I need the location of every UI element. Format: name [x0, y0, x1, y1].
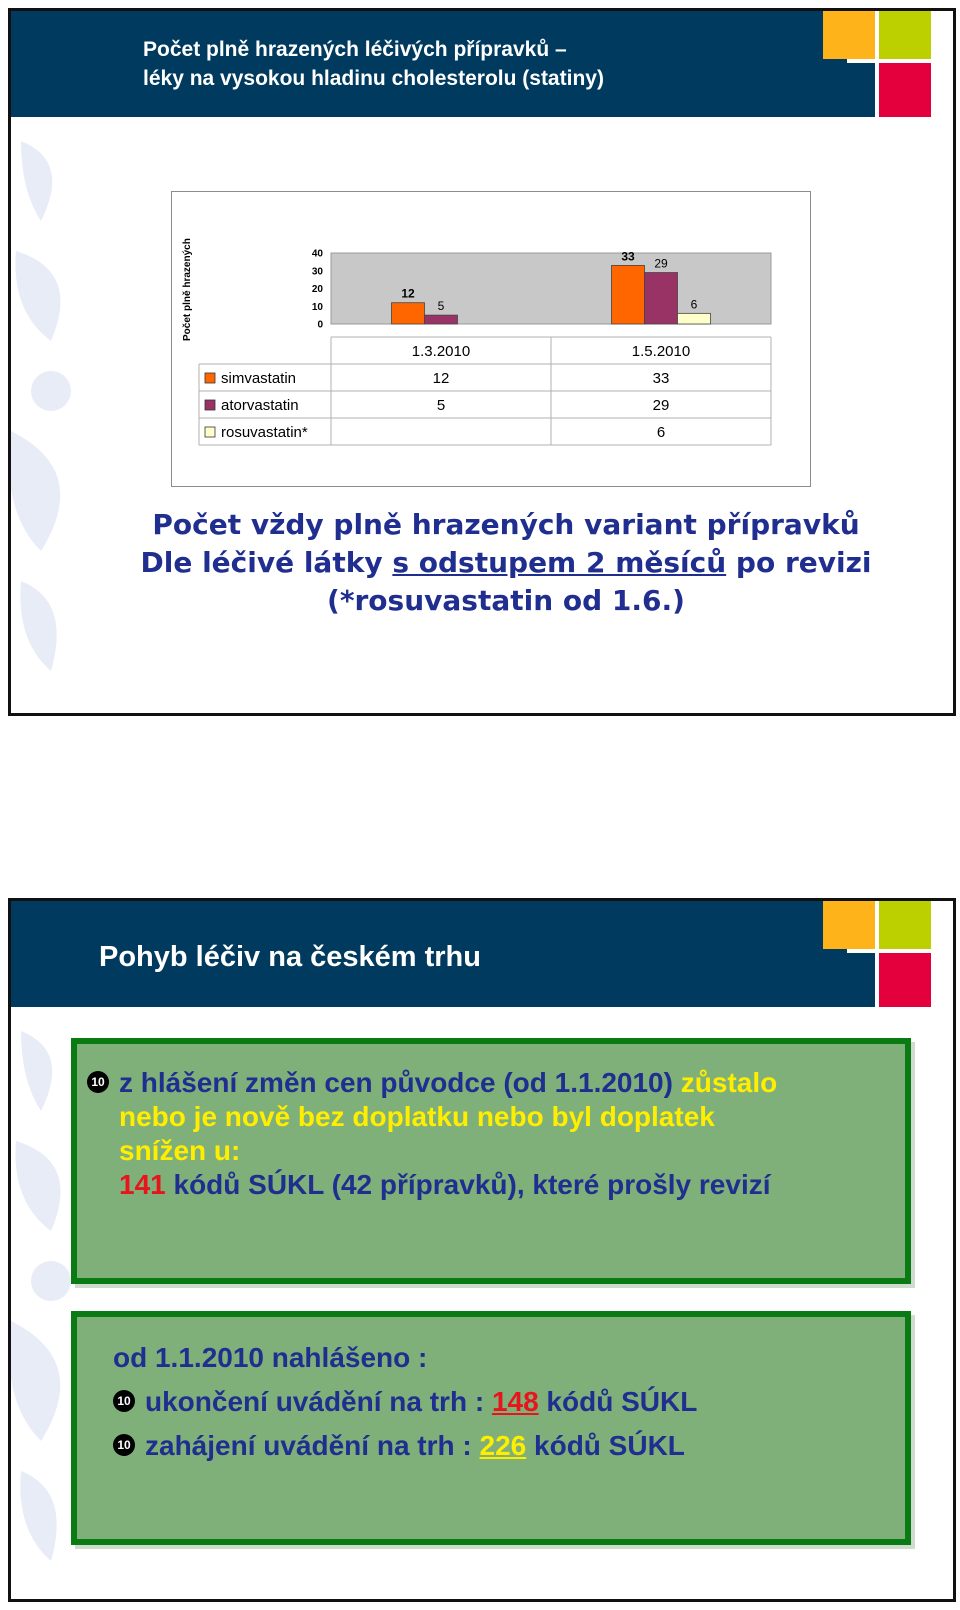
y-axis-title: Počet plně hrazených	[182, 238, 193, 341]
table-cell-value: 5	[436, 397, 446, 414]
bar	[678, 313, 711, 324]
box2-item-1-unit: kódů SÚKL	[538, 1386, 698, 1417]
chart-caption	[91, 506, 921, 620]
table-cell-value: 12	[432, 370, 450, 387]
legend-series-name: rosuvastatin*	[221, 424, 308, 441]
bar-chart	[171, 191, 811, 487]
title-line-2: léky na vysokou hladinu cholesterolu (statiny)	[143, 67, 604, 90]
numbered-bullet-icon: 10	[113, 1390, 135, 1412]
y-tick-label: 0	[317, 319, 323, 331]
slide-statins	[8, 8, 956, 716]
category-label: 1.3.2010	[411, 343, 471, 360]
y-ticks	[312, 249, 324, 331]
box2-item-1-label: ukončení uvádění na trh :	[145, 1386, 492, 1417]
legend-series-name: atorvastatin	[221, 397, 299, 414]
box1-line-1	[87, 1066, 777, 1100]
box2-item-1	[113, 1385, 697, 1419]
numbered-bullet-icon: 10	[87, 1071, 109, 1093]
slide-header	[11, 11, 847, 117]
data-table	[199, 337, 771, 445]
y-tick-label: 10	[311, 301, 323, 313]
box2-item-2-label: zahájení uvádění na trh :	[145, 1430, 480, 1461]
y-tick-label: 20	[311, 284, 323, 295]
table-cell-value: 29	[652, 397, 670, 414]
y-tick-label: 40	[311, 248, 323, 260]
box1-text-highlight: zůstalo	[680, 1067, 778, 1098]
corner-block-blue	[823, 63, 875, 117]
legend-swatch	[205, 427, 215, 437]
box2-intro: od 1.1.2010 nahlášeno :	[113, 1342, 428, 1373]
corner-block-orange	[823, 901, 875, 949]
legend-swatch	[205, 373, 215, 383]
legend-swatch	[205, 400, 215, 410]
bar-data-label: 12	[401, 286, 415, 301]
price-change-box	[71, 1038, 911, 1284]
caption-line-2-a: Dle léčivé látky	[140, 546, 393, 579]
corner-block-red	[879, 953, 931, 1007]
bar	[425, 315, 458, 324]
box2-item-2	[113, 1429, 685, 1463]
y-axis-title-group	[182, 238, 193, 341]
box2-item-2-value: 226	[479, 1430, 527, 1461]
slide-market-movement	[8, 898, 956, 1602]
box2-item-2-unit: kódů SÚKL	[526, 1430, 685, 1461]
box2-item-1-value: 148	[491, 1386, 539, 1417]
bar-data-label: 5	[437, 299, 445, 314]
corner-block-green	[879, 901, 931, 949]
table-cell-value: 6	[656, 424, 666, 441]
numbered-bullet-icon: 10	[113, 1434, 135, 1456]
corner-block-red	[879, 63, 931, 117]
corner-block-blue	[823, 953, 875, 1007]
caption-line-2	[91, 544, 921, 582]
box1-line-2: nebo je nově bez doplatku nebo byl doplatek	[119, 1101, 715, 1132]
category-label: 1.5.2010	[631, 343, 691, 360]
y-tick-label: 30	[311, 266, 323, 278]
corner-block-green	[879, 11, 931, 59]
slide-title	[143, 35, 604, 93]
bar	[392, 303, 425, 324]
box1-line-4-rest: kódů SÚKL (42 přípravků), které prošly revizí	[165, 1169, 771, 1200]
box1-count: 141	[119, 1169, 166, 1200]
caption-line-2-underlined: s odstupem 2 měsíců	[392, 546, 727, 579]
caption-line-2-c: po revizi	[726, 546, 872, 579]
bar	[612, 265, 645, 324]
bar-data-label: 33	[621, 249, 635, 264]
bar	[645, 273, 678, 324]
slide-header	[11, 901, 847, 1007]
box1-text-a: z hlášení změn cen původce (od 1.1.2010)	[119, 1067, 681, 1098]
corner-block-orange	[823, 11, 875, 59]
legend-series-name: simvastatin	[221, 370, 297, 387]
box1-line-3: snížen u:	[119, 1135, 241, 1166]
bar-data-label: 6	[690, 297, 698, 312]
sun-figure-watermark-icon	[11, 131, 91, 691]
title-line-1: Počet plně hrazených léčivých přípravků –	[143, 38, 567, 61]
caption-line-3: (*rosuvastatin od 1.6.)	[327, 584, 685, 617]
box1-line-4	[119, 1168, 771, 1202]
table-cell-value: 33	[652, 370, 670, 387]
caption-line-1: Počet vždy plně hrazených variant přípravků	[152, 508, 860, 541]
slide-title: Pohyb léčiv na českém trhu	[99, 941, 481, 973]
bar-data-label: 29	[654, 256, 668, 271]
market-notification-box	[71, 1311, 911, 1545]
